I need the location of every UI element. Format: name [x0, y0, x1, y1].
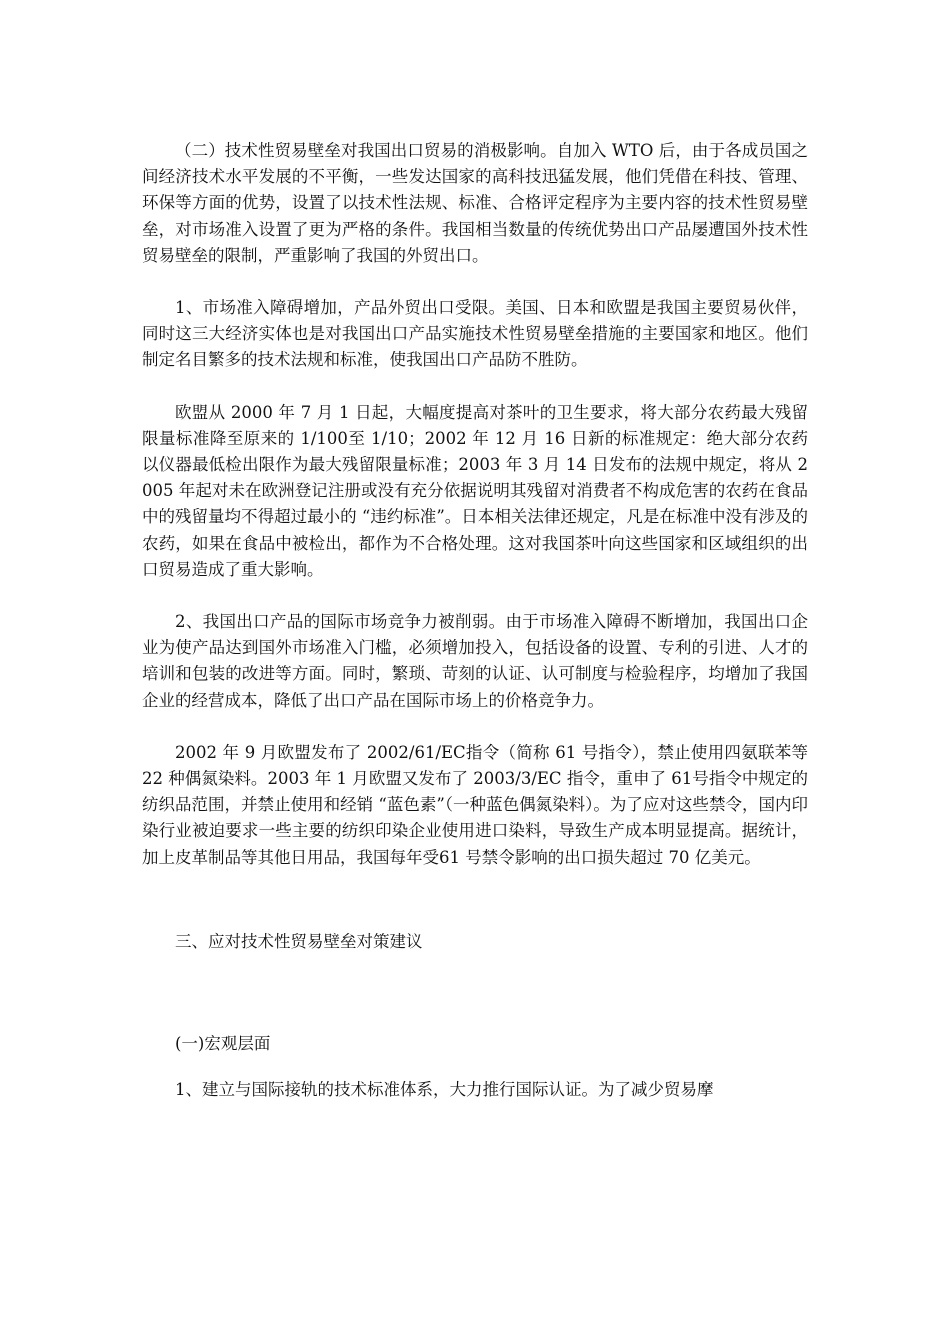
paragraph-standards-system: 1、建立与国际接轨的技术标准体系，大力推行国际认证。为了减少贸易摩: [175, 1080, 714, 1100]
paragraph-competitiveness: 2、我国出口产品的国际市场竞争力被削弱。由于市场准入障碍不断增加，我国出口企业为使产品达到国外市场准入门槛，必须增加投入，包括设备的设置、专利的引进、人才的培训和包装的改进等方面。同时，繁琐、苛刻的认证、认可制度与检验程序，均增加了我国企业的经营成本，降低了出口产品在国际市场上的价格竞争力。: [142, 612, 808, 710]
section-heading: 三、应对技术性贸易壁垒对策建议: [175, 931, 423, 951]
paragraph-tbt-negative-impact: （二）技术性贸易壁垒对我国出口贸易的消极影响。自加入 WTO 后，由于各成员国之间经济技术水平发展的不平衡，一些发达国家的高科技迅猛发展，他们凭借在科技、管理、环保等方面的优势，设置了以技术性法规、标准、合格评定程序为主要内容的技术性贸易壁垒，对市场准入设置了更为严格的条件。我国相当数量的传统优势出口产品屡遭国外技术性贸易壁垒的限制，严重影响了我国的外贸出口。: [142, 141, 808, 265]
paragraph-eu-tea-standards: 欧盟从 2000 年 7 月 1 日起，大幅度提高对茶叶的卫生要求，将大部分农药最大残留限量标准降至原来的 1/100至 1/10；2002 年 12 月 16 日新的标准规定：绝大部分农药以仪器最低检出限作为最大残留限量标准；2003 年 3 月 14 日发布的法规中规定，将从 2005 年起对未在欧洲登记注册或没有充分依据说明其残留对消费者不构成危害的农药在食品中的残留量均不得超过最小的 “违约标准”。日本相关法律还规定，凡是在标准中没有涉及的农药，如果在食品中被检出，都作为不合格处理。这对我国茶叶向这些国家和区域组织的出口贸易造成了重大影响。: [142, 402, 808, 579]
document-page: [142, 138, 808, 1129]
paragraph-market-access: 1、市场准入障碍增加，产品外贸出口受限。美国、日本和欧盟是我国主要贸易伙伴，同时这三大经济实体也是对我国出口产品实施技术性贸易壁垒措施的主要国家和地区。他们制定名目繁多的技术法规和标准，使我国出口产品防不胜防。: [142, 298, 808, 370]
sub-heading: (一)宏观层面: [175, 1034, 271, 1054]
paragraph-eu-dye-directive: 2002 年 9 月欧盟发布了 2002/61/EC指令（简称 61 号指令），禁止使用四氨联苯等 22 种偶氮染料。2003 年 1 月欧盟又发布了 2003/3/EC 指令，重申了 61号指令中规定的纺织品范围，并禁止使用和经销 “蓝色素”（一种蓝色偶氮染料）。为了应对这些禁令，国内印染行业被迫要求一些主要的纺织印染企业使用进口染料，导致生产成本明显提高。据统计，加上皮革制品等其他日用品，我国每年受61 号禁令影响的出口损失超过 70 亿美元。: [142, 742, 808, 867]
